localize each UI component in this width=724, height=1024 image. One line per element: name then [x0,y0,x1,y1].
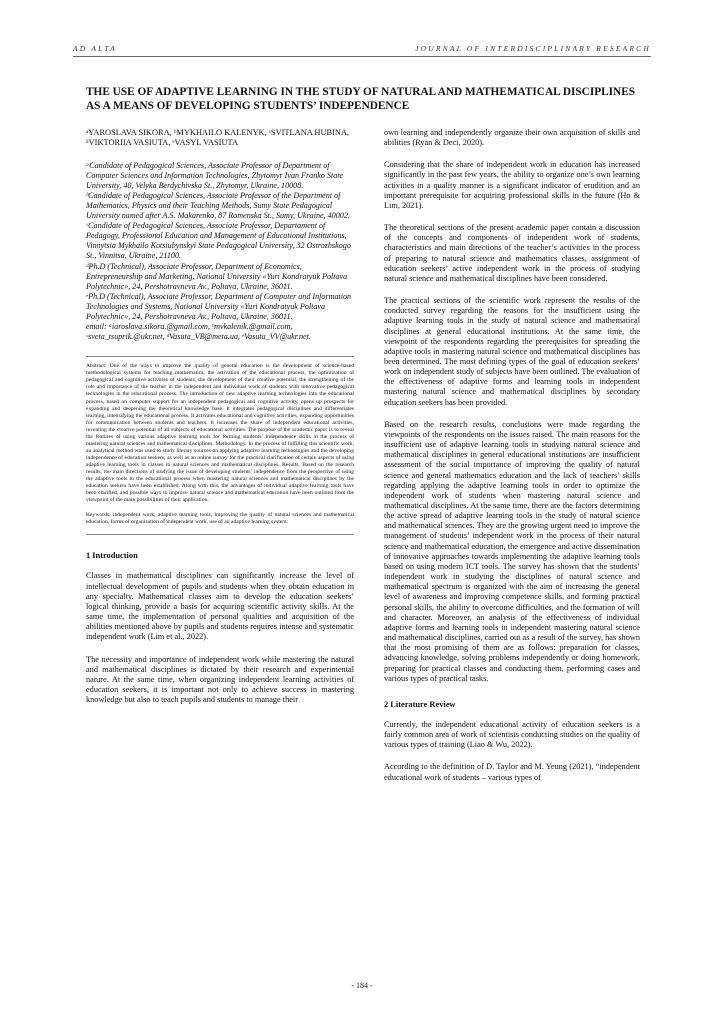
body-paragraph-1: own learning and independently organize their own acquisition of skills and abilities (Ryan & Deci, 2020). [384,128,640,148]
keywords: Keywords: independent work, adaptive learning tools, improving the quality of natural sciences and mathematical education, forms of organization of independent work, use of an adaptive learning system. [86,512,354,526]
lit-paragraph-2: According to the definition of D. Taylor and M. Yeung (2021), “independent educational work of students – various types of [384,762,640,782]
affiliation-c: ᶜCandidate of Pedagogical Sciences, Associate Professor, Departament of Pedagogy, Professional Education and Management of Educational Institutions, Vinnytsia Mykhailo Kotsiubynskyi State Pedagogical University, 32 Ostrozhskogo St., Vinnitsa, Ukraine, 21100. [86,221,351,261]
affiliation-e: ᵉPh.D (Technical), Associate Professor, Department of Computer and Information Technologies and Systems, National University «Yuri Kondratyuk Poltava Polytechnic», 24, Pershotravneva Av., Poltava, Ukraine, 36011. [86,291,352,321]
header-divider [73,56,651,57]
intro-paragraph-1: Classes in mathematical disciplines can significantly increase the level of intellectual development of pupils and students when they obtain education in any specialty. Mathematical classes aim to develop the education seekers’ logical thinking, provide a basis for acquiring scientific activity skills. At the same time, the implementation of personal qualities and acquisition of the abilities mentioned above by pupils and students requires intense and systematic independent work (Lim et al., 2022). [86,571,354,642]
author-list: ᵃYAROSLAVA SIKORA, ᵇMYKHAILO KALENYK, ᶜSVITLANA HUBINA, ᵈVIKTORIIA VASIUTA, ᵉVASYL VASIUTA [86,128,350,148]
right-column [384,128,640,795]
body-paragraph-2: Considering that the share of independent work in education has increased significantly in the past few years, the ability to organize one’s own learning activities in a quality manner is a significant indicator of erudition and an important prerequisite for acquiring professional skills in the future (Ho & Lim, 2021). [384,160,640,210]
affiliation-d: ᵈPh.D (Technical), Associate Professor, Department of Economics, Entrepreneurship and Marketing, National University «Yuri Kondratyuk Poltava Polytechnic», 24, Pershotravneva Av., Poltava, Ukraine, 36011. [86,261,348,291]
abstract-top-divider [86,356,354,357]
body-paragraph-3: The theoretical sections of the present academic paper contain a discussion of the concepts and components of independent work of students, characteristics and main directions of the teacher’s activities in the process of preparing to natural science and mathematics classes, assignment of education seekers’ active independent work in the process of studying natural science and mathematical disciplines have been considered. [384,223,640,283]
affiliation-a: ᵃCandidate of Pedagogical Sciences, Associate Professor of Department of Computer Sciences and Information Technologies, Zhytomyr Ivan Franko State University, 40, Velyka Berdychivska St., Zhytomyr, Ukraine, 10008. [86,160,344,190]
section-heading-literature-review: 2 Literature Review [384,699,456,709]
body-paragraph-5: Based on the research results, conclusions were made regarding the viewpoints of the respondents on the issues raised. The main reasons for the insufficient use of adaptive learning tools in studying natural science and mathematical disciplines in general educational institutions are insufficient assessment of the social importance of improving the quality of natural science and general mathematics education and the lack of teachers’ skills regarding applying the adaptive learning tools in order to optimize the independent work of students when mastering natural science and mathematical disciplines. At the same time, there are the factors determining the active spread of adaptive learning tools in the study of natural science and mathematical sciences. They are the growing urgent need to improve the management of students’ independent work in the process of their natural science and mathematical education, the emergence and active dissemination of innovative approaches towards implementing the adaptive learning tools based on using modern ICT tools. The survey has shown that the students’ independent work in studying the disciplines of natural science and mathematical spectrum is organized with the aim of increasing the general level of awareness and improving competence skills, and forming practical personal skills, the ability to overcome difficulties, and the formation of will and character. Moreover, an analysis of the effectiveness of individual adaptive forms and learning tools in independent mastering natural science and mathematical disciplines, carried out as a result of the survey, has shown that the most promising of them are as follows: preparation for classes, advancing knowledge, solving problems independently or doing homework, preparing for practical classes and conducting them, performing cases and various types of practical tasks. [384,419,640,683]
body-paragraph-4: The practical sections of the scientific work represent the results of the conducted survey regarding the reasons for the insufficient using the adaptive learning tools in the study of natural science and mathematical disciplines at general educational institutions. At the same time, the viewpoint of the respondents regarding the prerequisites for spreading the adaptive tools in mastering natural science and mathematical disciplines has been determined. The most defining types of the goal of education seekers’ work on independent study of subjects have been outlined. The evaluation of the effectiveness of adaptive forms and learning tools in independent mastering natural science and mathematical disciplines by secondary education seekers has been provided. [384,296,640,407]
left-column [86,128,354,717]
page-number: - 184 - [351,981,373,990]
running-header-journal-full: JOURNAL OF INTERDISCIPLINARY RESEARCH [415,44,651,53]
paper-title: THE USE OF ADAPTIVE LEARNING IN THE STUDY OF NATURAL AND MATHEMATICAL DISCIPLINES AS A MEANS OF DEVELOPING STUDENTS’ INDEPENDENCE [86,86,636,112]
intro-paragraph-2: The necessity and importance of independent work while mastering the natural and mathematical disciplines is dictated by their research and experimental nature. At the same time, when organizing independent learning activities of education seekers, it is important not only to achieve success in mastering knowledge but also to teach pupils and students to manage their [86,654,354,705]
running-header-journal-short: AD ALTA [73,44,117,53]
section-heading-introduction: 1 Introduction [86,551,138,561]
author-emails: email: ᵃiaroslava.sikora.@gmail.com, ᵇmvkalenik.@gmail.com, ᶜsveta_tsuprik.@ukr.net, ᵈVasuta_VB@meta.ua, ᵉVasuta_VV@ukr.net. [86,322,311,342]
abstract-bottom-divider [86,534,354,535]
affiliation-b: ᵇCandidate of Pedagogical Sciences, Associate Professor of the Department of Mathematics, Physics and their Teaching Methods, Sumy State Pedagogical University named after A.S. Makarenko, 87 Romenska St., Sumy, Ukraine, 40002. [86,190,350,221]
affiliations [86,161,354,343]
lit-paragraph-1: Currently, the independent educational activity of education seekers is a fairly common area of work of scientists conducting studies on the quality of various types of training (Liao & Wu, 2022). [384,719,640,750]
abstract: Abstract: One of the ways to improve the quality of general education is the development of science-based methodological systems for teaching mathematics, the activation of the educational process, the optimization of pedagogical and cognitive activities of students, the development of their creative potential, the strengthening of the role and importance of the teacher in the independent and individual work of students with innovative pedagogical technologies in the educational process. The introduction of new adaptive learning technologies into the educational process, based on computer support for an independent pedagogical and cognitive activity, opens up prospects for expanding and deepening the theoretical knowledge base. It integrates pedagogical disciplines and differentiates learning, intensifying the educational process. It activates educational and cognitive activities, expanding opportunities for communication between students and teachers. It increases the share of independent educational activities, revealing the creative potential of all subjects of educational activities. The purpose of the academic paper is to reveal the features of using various adaptive learning tools for forming students’ independence skills in the process of mastering natural sciences and mathematical disciplines. Methodology. In the process of fulfilling this scientific work, an analytical method was used to study literary sources on applying adaptive learning technologies and the developing independence of education seekers, as well as an online survey for the practical clarification of certain aspects of using adaptive learning tools in classes in natural sciences and mathematical disciplines. Results. Based on the research results, the main directions of studying the issue of developing students’ independence from the perspective of using the adaptive tools in the educational process when mastering natural sciences and mathematical disciplines by the education seekers have been established. Along with this, the advantages of individual adaptive learning tools have been clarified, and possible ways to improve natural science and mathematical education have been outlined from the viewpoint of the main possibilities of their application. [86,363,354,504]
